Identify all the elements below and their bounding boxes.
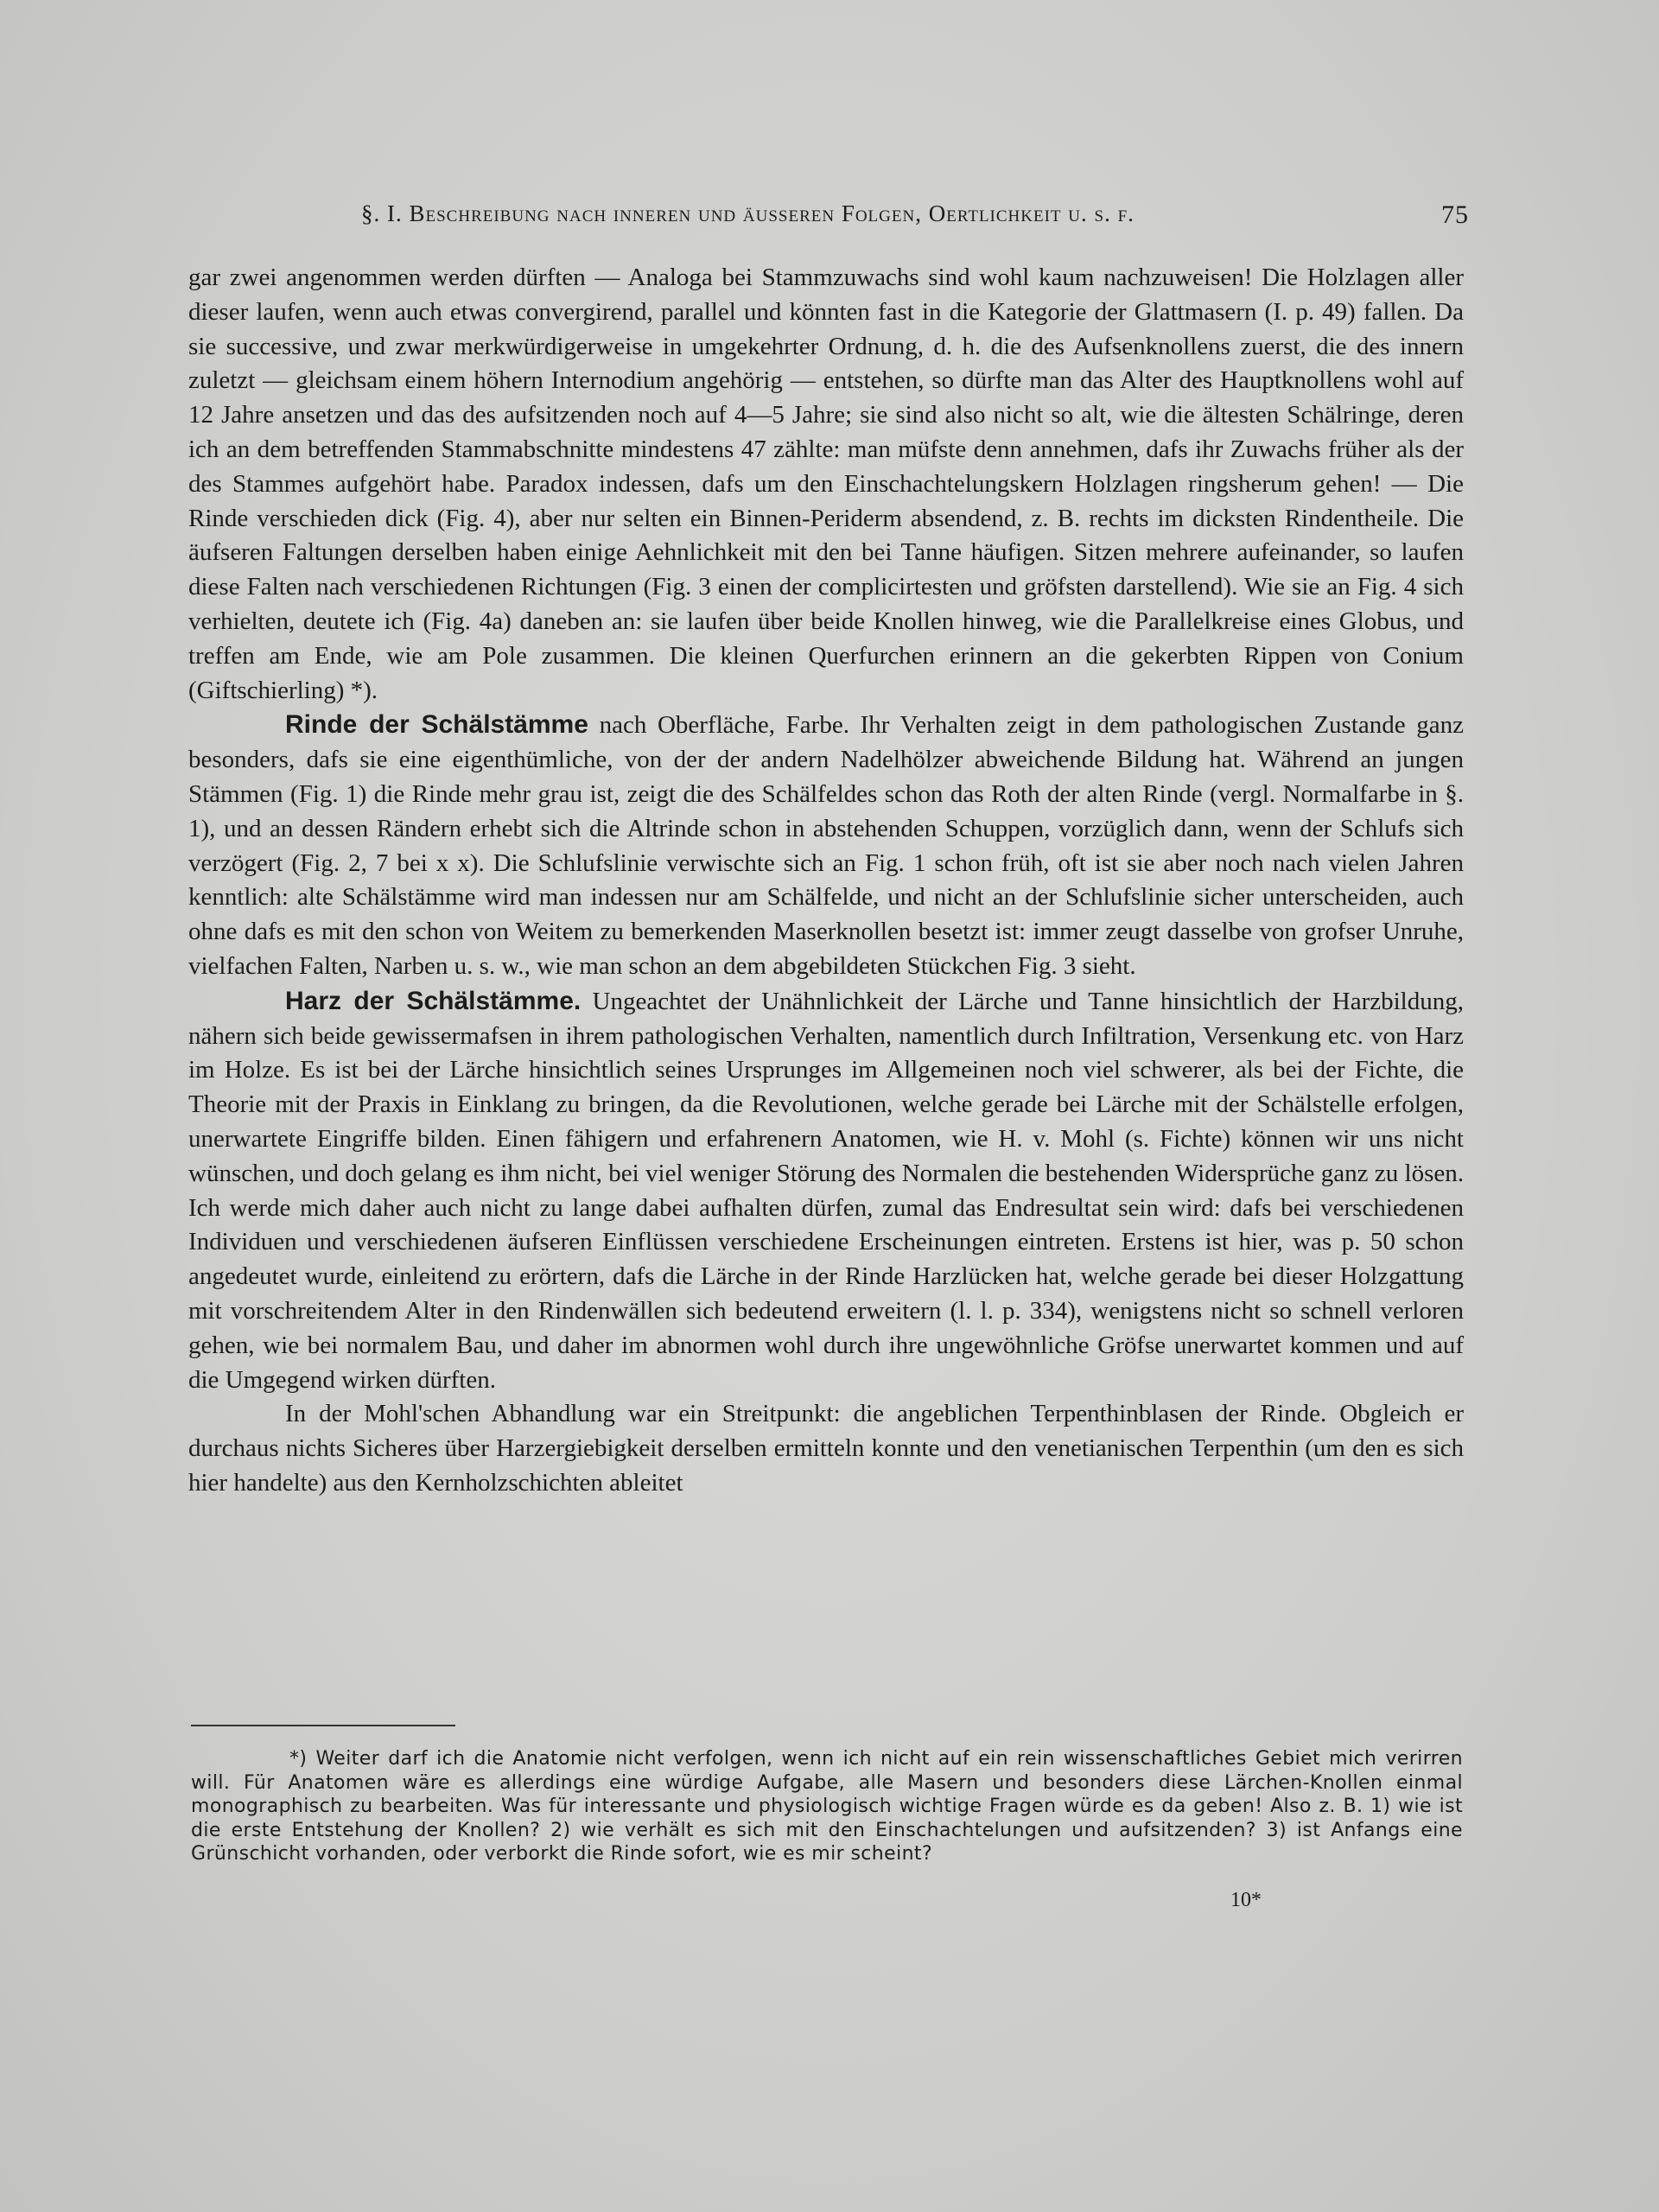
- page-number: 75: [1441, 200, 1469, 229]
- main-text: [188, 261, 1464, 1501]
- paragraph-rinde: [188, 708, 1464, 983]
- paragraph-mohl: [188, 1397, 1464, 1500]
- paragraph-text: In der Mohl'schen Abhandlung war ein Streitpunkt: die angeblichen Terpenthinblasen der Rinde. Obgleich er durchaus nichts Sicheres über Harzergiebigkeit derselben ermitteln konnte und den venetianischen Terpenthin (um den es sich hier handelte) aus den Kernholzschichten ableitet: [188, 1400, 1464, 1497]
- paragraph-text: nach Oberfläche, Farbe. Ihr Verhalten zeigt in dem pathologischen Zustande ganz besonders, dafs sie eine eigenthümliche, von der der andern Nadelhölzer abweichende Bildung hat. Während an jungen Stämmen (Fig. 1) die Rinde mehr grau ist, zeigt die des Schälfeldes schon das Roth der alten Rinde (vergl. Normalfarbe in §. 1), und an dessen Rändern erhebt sich die Altrinde schon in abstehenden Schuppen, vorzüglich dann, wenn der Schlufs sich verzögert (Fig. 2, 7 bei x x). Die Schlufslinie verwischte sich an Fig. 1 schon früh, oft ist sie aber noch nach vielen Jahren kenntlich: alte Schälstämme wird man indessen nur am Schälfelde, und nicht an der Schlufslinie sicher unterscheiden, auch ohne dafs es mit den schon von Weitem zu bemerkenden Maserknollen besetzt ist: immer zeugt dasselbe von grofser Unruhe, vielfachen Falten, Narben u. s. w., wie man schon an dem abgebildeten Stückchen Fig. 3 sieht.: [188, 711, 1465, 980]
- section-runin-heading: Rinde der Schälstämme: [285, 710, 588, 740]
- paragraph-continuation: [188, 261, 1464, 708]
- running-title: §. I. Beschreibung nach inneren und äusseren Folgen, Oertlichkeit u. s. f.: [361, 200, 1135, 226]
- paragraph-text: Ungeachtet der Unähnlichkeit der Lärche und Tanne hinsichtlich der Harzbildung, nähern sich beide gewissermafsen in ihrem pathologischen Verhalten, namentlich durch Infiltration, Versenkung etc. von Harz im Holze. Es ist bei der Lärche hinsichtlich seines Ursprunges im Allgemeinen noch viel schwerer, als bei der Fichte, die Theorie mit der Praxis in Einklang zu bringen, da die Revolutionen, welche gerade bei Lärche mit der Schälstelle erfolgen, unerwartete Eingriffe bilden. Einen fähigern und erfahrenern Anatomen, wie H. v. Mohl (s. Fichte) können wir uns nicht wünschen, und doch gelang es ihm nicht, bei viel weniger Störung des Normalen die bestehenden Widersprüche ganz zu lösen. Ich werde mich daher auch nicht zu lange dabei aufhalten dürfen, zumal das Endresultat sein wird: dafs bei verschiedenen Individuen und verschiedenen äufseren Einflüssen verschiedene Erscheinungen eintreten. Erstens ist hier, was p. 50 schon angedeutet wurde, einleitend zu erörtern, dafs die Lärche in der Rinde Harzlücken hat, welche gerade bei dieser Holzgattung mit vorschreitendem Alter in den Rindenwällen sich bedeutend erweitern (l. l. p. 334), wenigstens nicht so schnell verloren gehen, wie bei normalem Bau, und daher im abnormen wohl durch ihre ungewöhnliche Gröfse unerwartet kommen und auf die Umgegend wirken dürften.: [188, 987, 1464, 1394]
- footnote-rule: [191, 1725, 455, 1726]
- section-runin-heading: Harz der Schälstämme.: [285, 986, 582, 1015]
- paragraph-text: gar zwei angenommen werden dürften — Analoga bei Stammzuwachs sind wohl kaum nachzuweisen! Die Holzlagen aller dieser laufen, wenn auch etwas convergirend, parallel und könnten fast in die Kategorie der Glattmasern (I. p. 49) fallen. Da sie successive, und zwar merkwürdigerweise in umgekehrter Ordnung, d. h. die des Aufsenknollens zuerst, die des innern zuletzt — gleichsam einem höhern Internodium angehörig — entstehen, so dürfte man das Alter des Hauptknollens wohl auf 12 Jahre ansetzen und das des aufsitzenden noch auf 4—5 Jahre; sie sind also nicht so alt, wie die ältesten Schälringe, deren ich an dem betreffenden Stammabschnitte mindestens 47 zählte: man müfste denn annehmen, dafs ihr Zuwachs früher als der des Stammes aufgehört habe. Paradox indessen, dafs um den Einschachtelungskern Holzlagen ringsherum gehen! — Die Rinde verschieden dick (Fig. 4), aber nur selten ein Binnen-Periderm absendend, z. B. rechts im dicksten Rindentheile. Die äufseren Faltungen derselben haben einige Aehnlichkeit mit den bei Tanne häufigen. Sitzen mehrere aufeinander, so laufen diese Falten nach verschiedenen Richtungen (Fig. 3 einen der complicirtesten und gröfsten darstellend). Wie sie an Fig. 4 sich verhielten, deutete ich (Fig. 4a) daneben an: sie laufen über beide Knollen hinweg, wie die Parallelkreise eines Globus, und treffen am Ende, wie am Pole zusammen. Die kleinen Querfurchen erinnern an die gekerbten Rippen von Conium (Giftschierling) *).: [188, 264, 1464, 704]
- footnote-text: *) Weiter darf ich die Anatomie nicht verfolgen, wenn ich nicht auf ein rein wissenschaftliches Gebiet mich verirren will. Für Anatomen wäre es allerdings eine würdige Aufgabe, alle Masern und besonders diese Lärchen-Knollen einmal monographisch zu bearbeiten. Was für interessante und physiologisch wichtige Fragen würde es da geben! Also z. B. 1) wie ist die erste Entstehung der Knollen? 2) wie verhält es sich mit den Einschachtelungen und aufsitzenden? 3) ist Anfangs eine Grünschicht vorhanden, oder verborkt die Rinde sofort, wie es mir scheint?: [191, 1748, 1463, 1865]
- running-head: [361, 200, 1469, 227]
- signature-mark: 10*: [1230, 1889, 1262, 1911]
- paragraph-harz: [188, 984, 1464, 1398]
- footnote-block: [191, 1747, 1463, 1866]
